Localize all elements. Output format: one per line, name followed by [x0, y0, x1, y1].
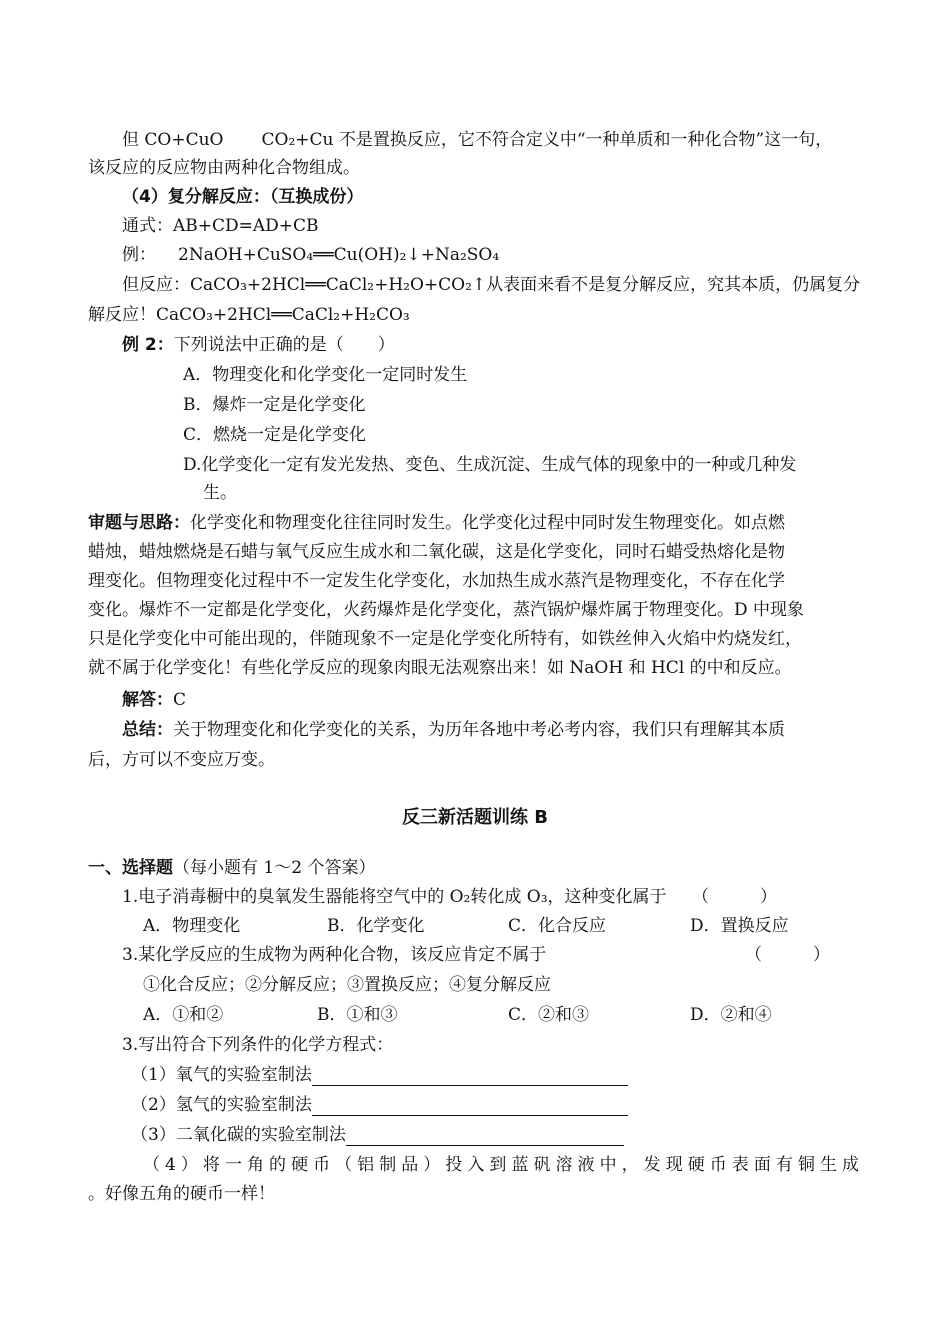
answer-blank-line: [346, 1127, 624, 1146]
answer-blank-line: [312, 1067, 628, 1086]
analysis-line-2: 蜡烛，蜡烛燃烧是石蜡与氧气反应生成水和二氧化碳，这是化学变化，同时石蜡受热熔化是物: [88, 542, 785, 562]
part-one-label: 一、选择题: [88, 858, 173, 878]
option-c: C．燃烧一定是化学变化: [183, 425, 367, 445]
question-3-item-3: （3）二氧化碳的实验室制法: [131, 1124, 624, 1146]
example-2-label: 例 2：: [122, 335, 174, 355]
training-heading: 反三新活题训练 B: [402, 807, 548, 828]
general-formula: 通式：AB+CD=AD+CB: [122, 216, 319, 236]
analysis-line-1: 审题与思路：化学变化和物理变化往往同时发生。化学变化过程中同时发生物理变化。如点燃: [88, 513, 785, 533]
example-2-question: 例 2：下列说法中正确的是（ ）: [122, 335, 395, 355]
analysis-label: 审题与思路：: [88, 513, 190, 533]
example-line: 例： 2NaOH+CuSO₄══Cu(OH)₂↓+Na₂SO₄: [122, 245, 500, 265]
q1-option-b: B．化学变化: [327, 916, 425, 936]
example-equation: 2NaOH+CuSO₄══Cu(OH)₂↓+Na₂SO₄: [178, 245, 500, 265]
question-3-item-2: （2）氢气的实验室制法: [131, 1094, 628, 1116]
analysis-line-4: 变化。爆炸不一定都是化学变化，火药爆炸是化学变化，蒸汽锅炉爆炸属于物理变化。D 中现象: [88, 600, 805, 620]
answer-line: [122, 689, 186, 711]
question-3-item-4-continued: 。好像五角的硬币一样！: [88, 1184, 275, 1204]
intro-line-2: 该反应的反应物由两种化合物组成。: [88, 158, 360, 178]
option-d-continued: 生。: [203, 483, 237, 503]
option-d: D.化学变化一定有发光发热、变色、生成沉淀、生成气体的现象中的一种或几种发: [183, 455, 797, 475]
q1-option-c: C．化合反应: [508, 916, 607, 936]
option-a: A．物理变化和化学变化一定同时发生: [183, 365, 468, 385]
analysis-line-6: 就不属于化学变化！有些化学反应的现象肉眼无法观察出来！如 NaOH 和 HCl 的中和反应。: [88, 658, 792, 678]
q1-option-a: A．物理变化: [143, 916, 241, 936]
section-4-title: （4）复分解反应：（互换成份）: [122, 187, 364, 207]
q2-option-d: D．②和④: [690, 1005, 772, 1025]
answer-label: 解答：: [122, 690, 173, 710]
question-2-answer-blank: （ ）: [745, 945, 830, 965]
intro-statement: CO₂+Cu 不是置换反应，它不符合定义中“一种单质和一种化合物”这一句，: [261, 130, 833, 150]
analysis-line-5: 只是化学变化中可能出现的，伴随现象不一定是化学变化所特有，如铁丝伸入火焰中灼烧发红，: [88, 629, 802, 649]
part-one-title: [88, 857, 375, 879]
intro-line-1: [122, 129, 832, 151]
q2-option-a: A．①和②: [143, 1005, 224, 1025]
answer-blank-line: [312, 1097, 628, 1116]
question-3: 3.写出符合下列条件的化学方程式：: [122, 1035, 394, 1055]
intro-reactants: 但 CO+CuO: [122, 130, 224, 150]
summary-line-2: 后，方可以不变应万变。: [88, 750, 275, 770]
exception-line-2: 解反应！CaCO₃+2HCl══CaCl₂+H₂CO₃: [88, 305, 410, 325]
q2-option-b: B．①和③: [317, 1005, 398, 1025]
answer-value: C: [173, 690, 187, 710]
question-2: 3.某化学反应的生成物为两种化合物，该反应肯定不属于: [122, 945, 547, 965]
question-3-item-4: （4）将一角的硬币（铝制品）投入到蓝矾溶液中，发现硬币表面有铜生成: [143, 1155, 859, 1175]
question-1: 1.电子消毒橱中的臭氧发生器能将空气中的 O₂转化成 O₃，这种变化属于 （ ）: [122, 887, 778, 907]
exception-line-1: 但反应：CaCO₃+2HCl══CaCl₂+H₂O+CO₂↑从表面来看不是复分解反应，究其本质，仍属复分: [122, 275, 861, 295]
summary-label: 总结：: [122, 720, 173, 740]
part-one-note: （每小题有 1～2 个答案）: [173, 858, 376, 878]
question-2-items: ①化合反应；②分解反应；③置换反应；④复分解反应: [143, 975, 551, 995]
option-b: B．爆炸一定是化学变化: [183, 395, 366, 415]
question-3-item-1: （1）氧气的实验室制法: [131, 1064, 628, 1086]
summary-line-1: 总结：关于物理变化和化学变化的关系，为历年各地中考必考内容，我们只有理解其本质: [122, 720, 785, 740]
analysis-line-3: 理变化。但物理变化过程中不一定发生化学变化，水加热生成水蒸汽是物理变化，不存在化学: [88, 571, 785, 591]
q1-option-d: D．置换反应: [690, 916, 789, 936]
q2-option-c: C．②和③: [508, 1005, 590, 1025]
